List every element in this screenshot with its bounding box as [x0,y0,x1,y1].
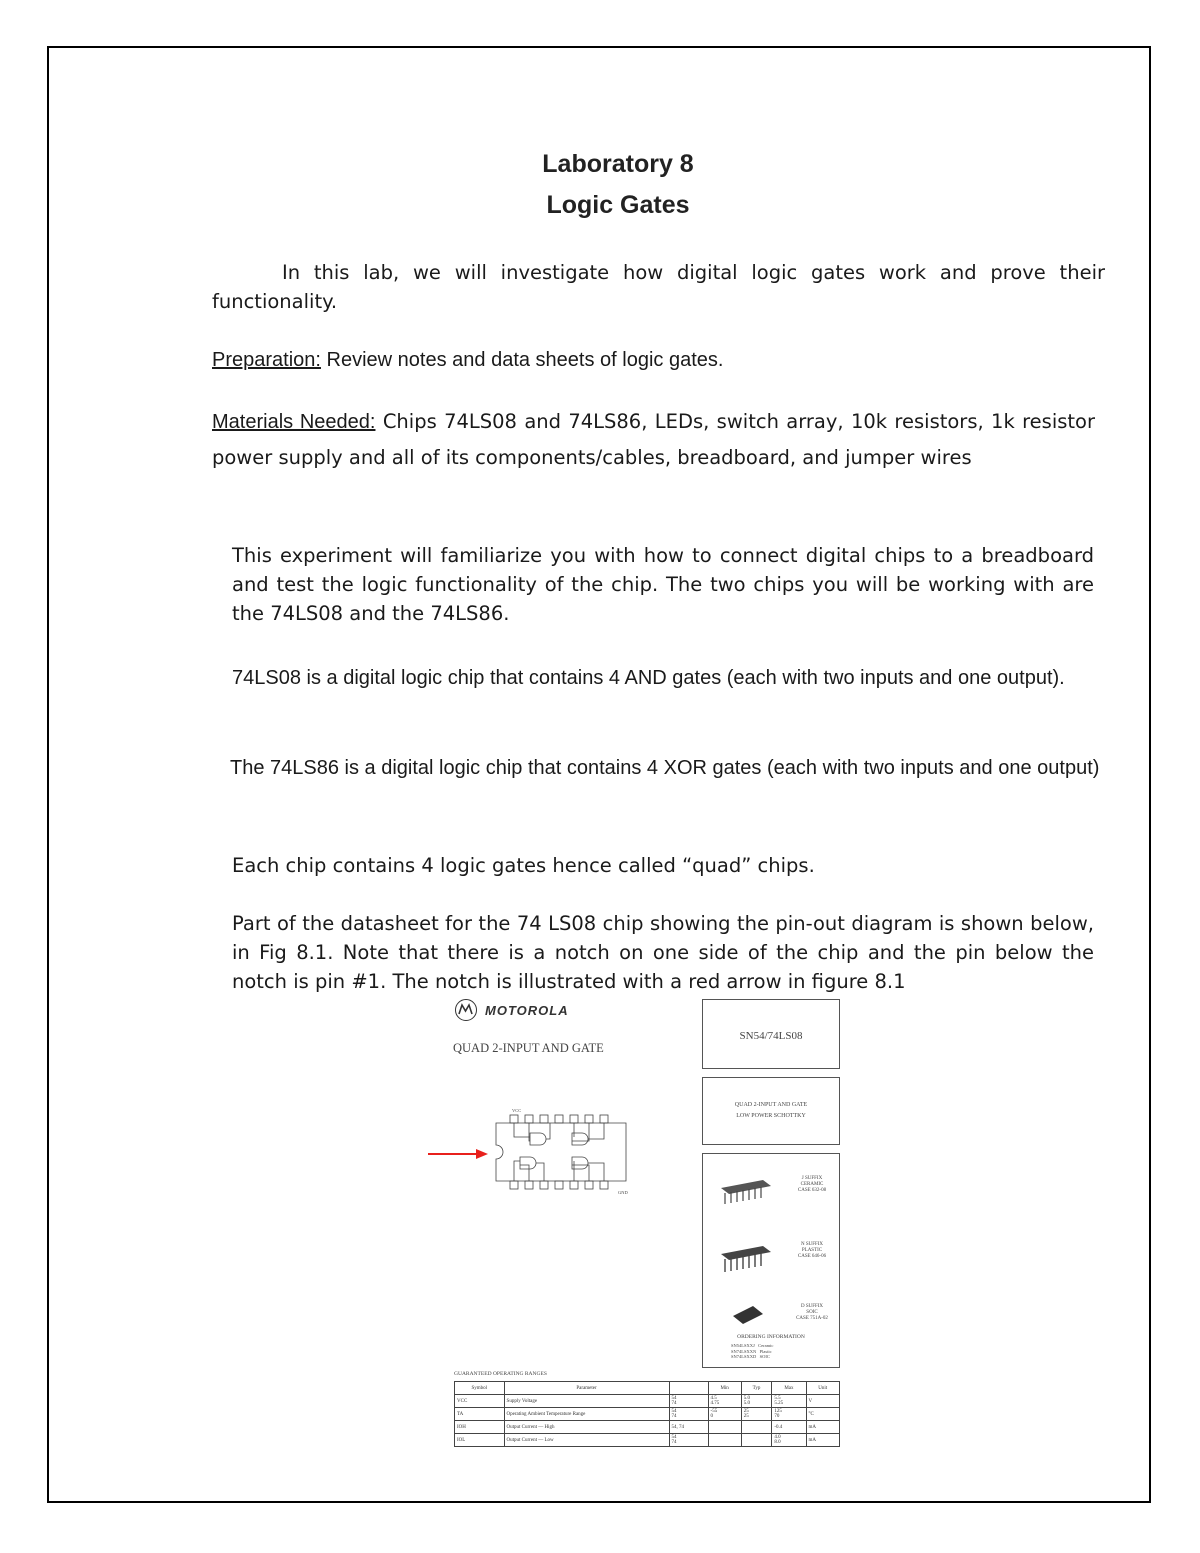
notch-arrow-icon [428,1147,490,1161]
cell: mA [806,1421,840,1434]
ordering-part: SN74LSXXN [731,1348,757,1354]
table-row [455,1395,840,1408]
pkg3-suffix: D SUFFIX [800,1304,824,1309]
materials-label: Materials Needed: [212,411,376,433]
and-gate-icons [514,1123,604,1181]
intro-paragraph: In this lab, we will investigate how digital logic gates work and prove their functionality. [212,261,1105,313]
cell: Operating Ambient Temperature Range [504,1408,669,1421]
vcc-label: VCC [512,1108,522,1113]
cell: 4.0 8.0 [772,1434,806,1447]
quad-paragraph: Each chip contains 4 logic gates hence called “quad” chips. [232,854,815,877]
family-box [702,1077,840,1145]
motorola-logo-icon [455,999,477,1021]
datasheet-figure [440,995,845,1465]
part-number: SN54/74LS08 [739,1030,803,1042]
preparation-text: Review notes and data sheets of logic gates. [320,349,724,371]
header-unit: Unit [806,1382,840,1395]
part-number-box [702,999,840,1069]
ordering-package: SOIC [759,1354,770,1359]
cell [741,1434,772,1447]
cell [741,1421,772,1434]
cell: 25 25 [741,1408,772,1421]
family-line-1: QUAD 2-INPUT AND GATE [734,1102,808,1108]
cell: 5.5 5.25 [772,1395,806,1408]
table-header-row [455,1382,840,1395]
cell: 54 74 [669,1395,708,1408]
cell: 54, 74 [669,1421,708,1434]
ceramic-package-icon [717,1174,777,1208]
cell: -55 0 [708,1408,741,1421]
ordering-list [731,1343,773,1360]
datasheet-subtitle: QUAD 2-INPUT AND GATE [453,1041,604,1055]
cell [708,1434,741,1447]
header-parameter: Parameter [504,1382,669,1395]
chip-body [496,1123,626,1181]
operating-ranges-table [454,1381,840,1447]
top-pins [510,1115,608,1123]
table-row [455,1408,840,1421]
cell: Output Current — Low [504,1434,669,1447]
motorola-brand: MOTOROLA [485,1003,569,1018]
cell: TA [455,1408,505,1421]
soic-package-icon [729,1302,769,1328]
materials-paragraph [212,404,1095,476]
cell: Supply Voltage [504,1395,669,1408]
cell: Output Current — High [504,1421,669,1434]
pkg1-suffix: J SUFFIX [801,1176,823,1181]
header-typ: Typ [741,1382,772,1395]
header-symbol: Symbol [455,1382,505,1395]
ordering-package: Ceramic [758,1343,774,1348]
cell: 54 74 [669,1408,708,1421]
cell: VCC [455,1395,505,1408]
family-line-2: LOW POWER SCHOTTKY [736,1113,806,1119]
pkg1-material: CERAMIC [800,1182,824,1187]
table-row [455,1434,840,1447]
pkg2-case: CASE 646-06 [797,1254,827,1259]
pkg1-case: CASE 632-08 [797,1188,827,1193]
pkg2-material: PLASTIC [801,1248,823,1253]
cell: IOL [455,1434,505,1447]
cell: 54 74 [669,1434,708,1447]
materials-text: Chips 74LS08 and 74LS86, LEDs, switch array, 10k resistors, 1k resistor power supply and all of its components/cables, breadboard, and jumper wires [212,410,1095,469]
packages-box [702,1153,840,1368]
plastic-package-icon [717,1240,777,1276]
gnd-label: GND [618,1190,628,1195]
header-blank [669,1382,708,1395]
chip-74ls86-paragraph: The 74LS86 is a digital logic chip that contains 4 XOR gates (each with two inputs and one output) [230,757,1100,779]
header-min: Min [708,1382,741,1395]
cell: 4.5 4.75 [708,1395,741,1408]
cell: 5.0 5.0 [741,1395,772,1408]
package-3-label [787,1304,837,1322]
ordering-package: Plastic [759,1348,772,1354]
experiment-paragraph: This experiment will familiarize you with how to connect digital chips to a breadboard and test the logic functionality of the chip. The two chips you will be working with are the 74LS08 and the 74LS86. [232,544,1094,625]
package-1-label [787,1176,837,1194]
pinout-diagram [490,1113,640,1193]
chip-74ls08-paragraph: 74LS08 is a digital logic chip that contains 4 AND gates (each with two inputs and one output). [232,667,1065,689]
pkg3-case: CASE 751A-02 [796,1316,828,1321]
datasheet-intro-paragraph: Part of the datasheet for the 74 LS08 chip showing the pin-out diagram is shown below, in Fig 8.1. Note that there is a notch on one side of the chip and the pin below the notch is pin #1. The notch is illustrated with a red arrow in figure 8.1 [232,912,1094,993]
cell: °C [806,1408,840,1421]
cell: -0.4 [772,1421,806,1434]
preparation-label: Preparation: [212,349,321,371]
ordering-part: SN74LSXXD [731,1354,757,1359]
bottom-pins [510,1181,608,1189]
cell: mA [806,1434,840,1447]
pkg2-suffix: N SUFFIX [800,1242,824,1247]
cell: V [806,1395,840,1408]
ordering-part: SN54LSXXJ [731,1343,755,1348]
table-row [455,1421,840,1434]
cell [708,1421,741,1434]
pkg3-material: SOIC [806,1310,818,1315]
cell: IOH [455,1421,505,1434]
package-2-label [787,1242,837,1260]
ranges-title: GUARANTEED OPERATING RANGES [454,1371,547,1377]
preparation-paragraph [212,346,1105,374]
ordering-title: ORDERING INFORMATION [737,1334,805,1340]
header-max: Max [772,1382,806,1395]
lab-title-heading: Logic Gates [546,191,690,219]
lab-number-heading: Laboratory 8 [542,150,694,178]
cell: 125 70 [772,1408,806,1421]
